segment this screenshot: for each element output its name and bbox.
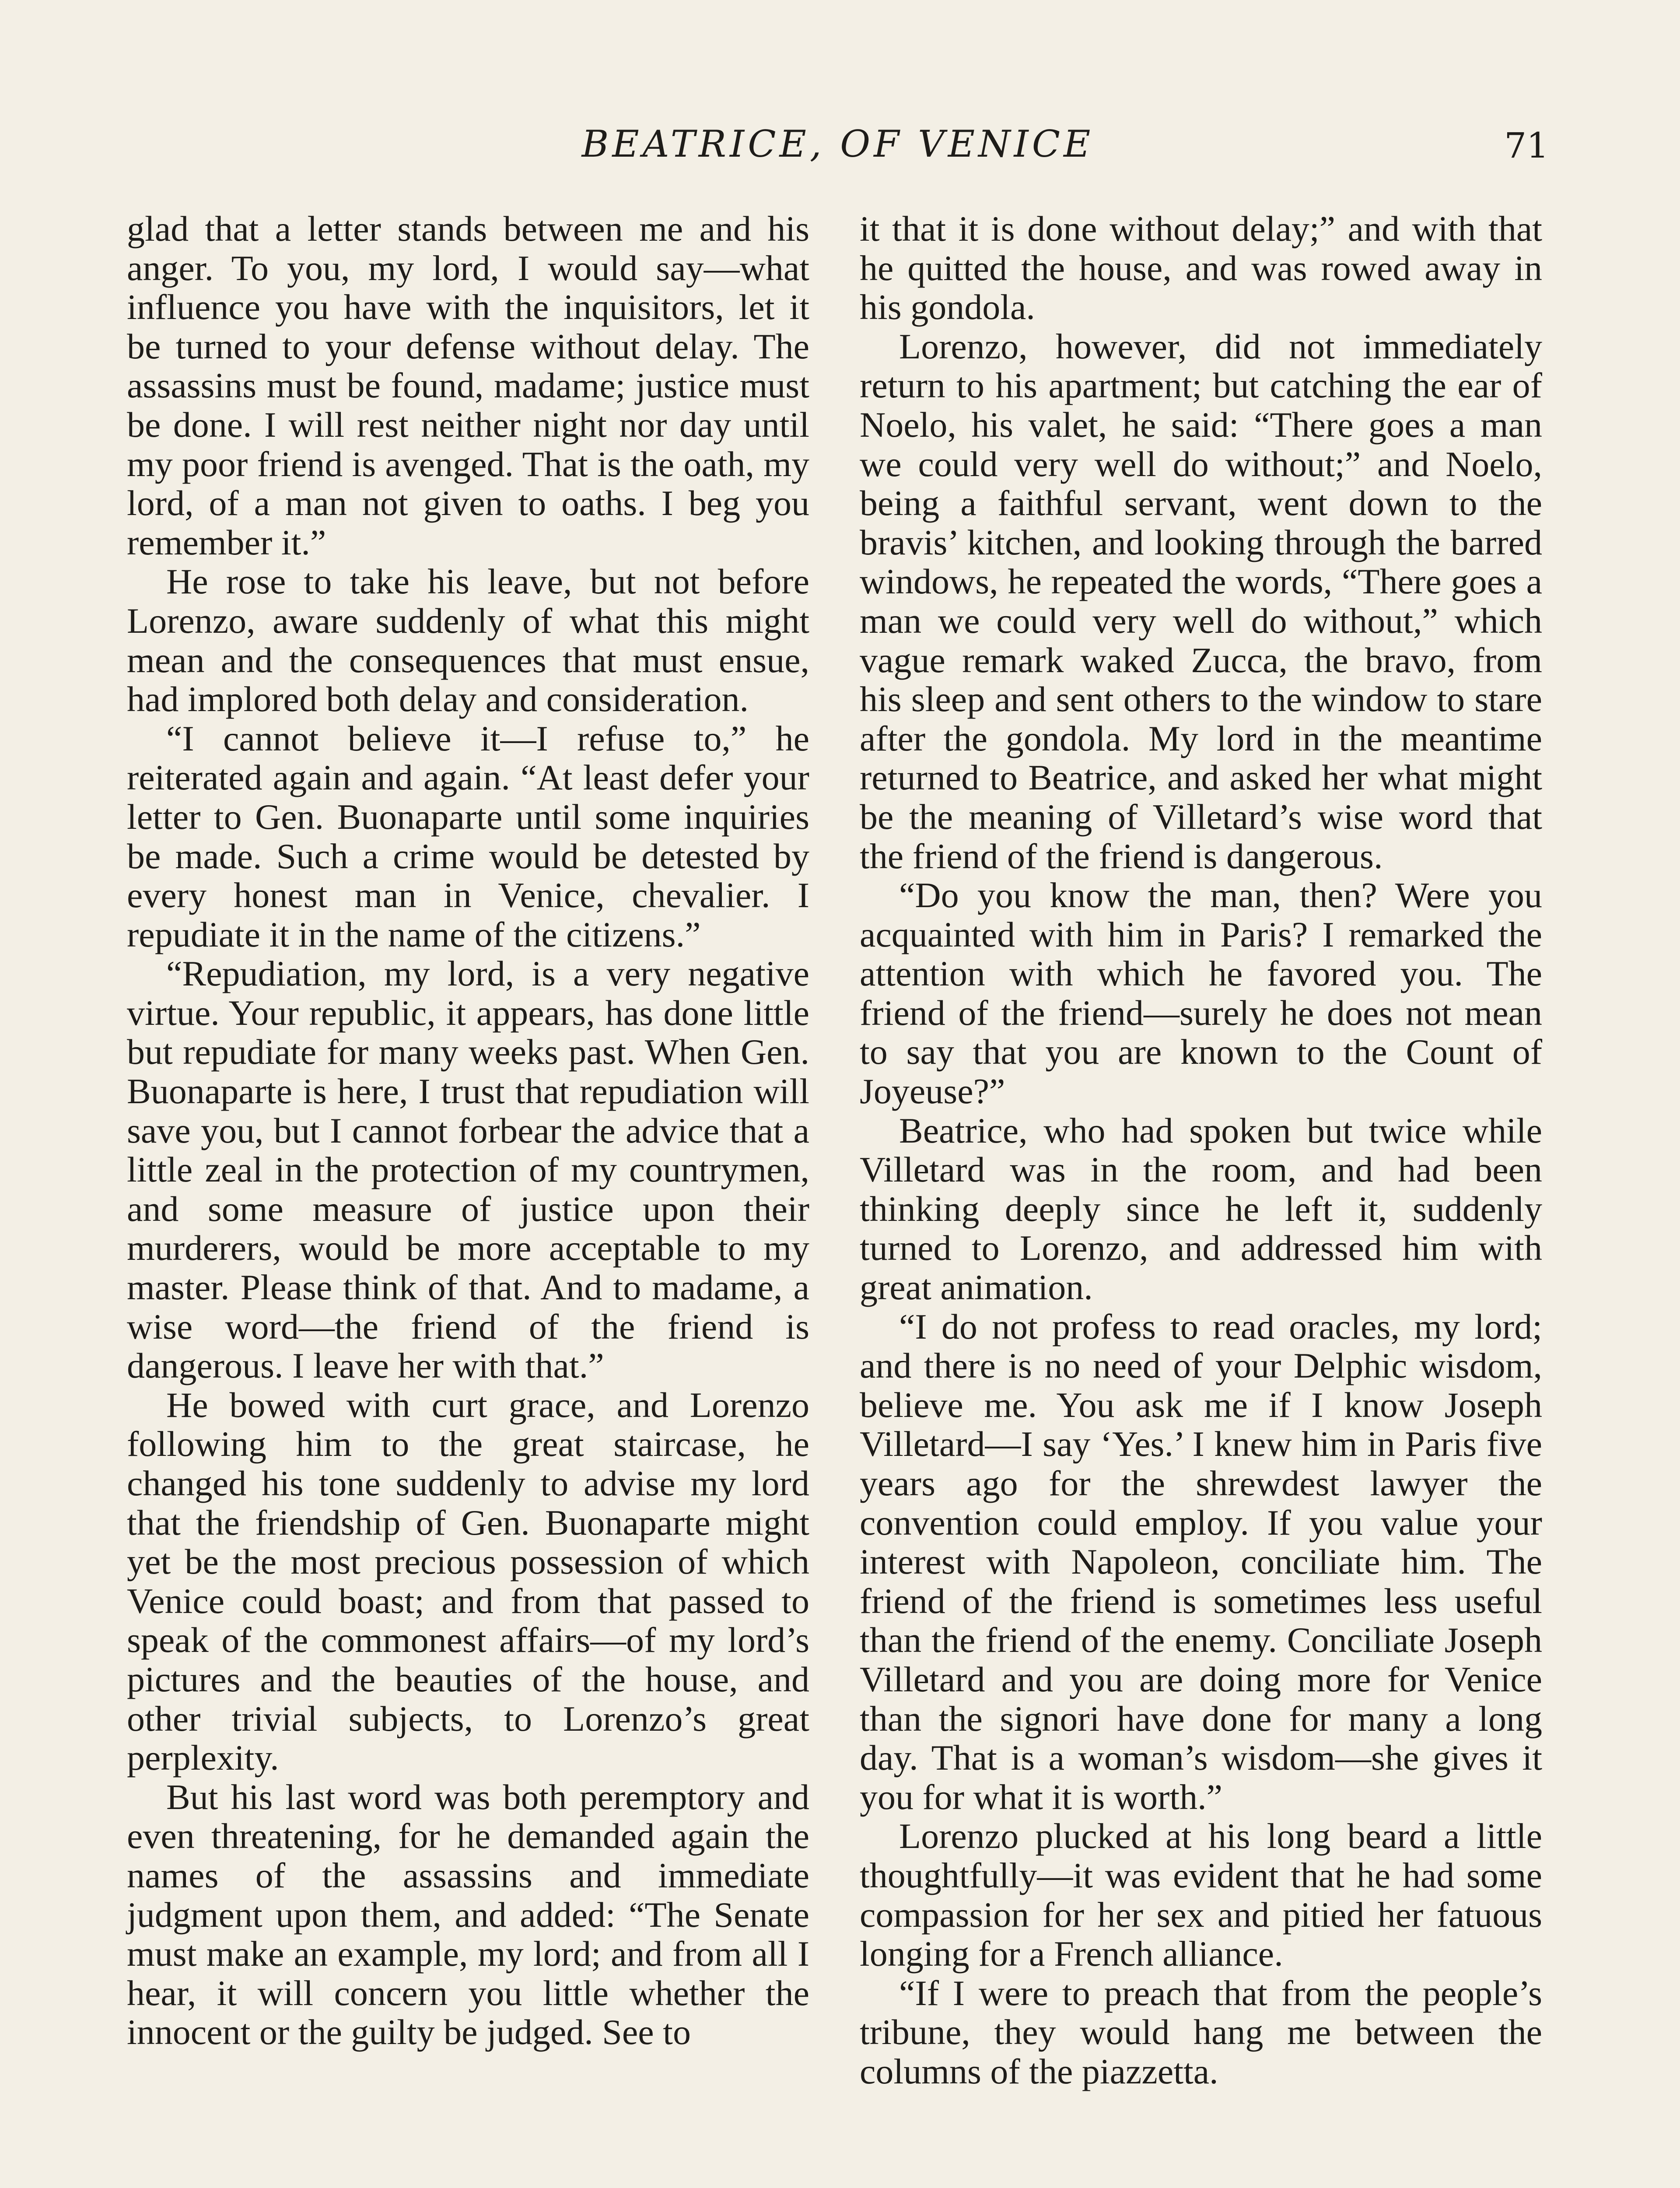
paragraph: “Repudiation, my lord, is a very negative virtue. Your republic, it appears, has done little but repudiate for many weeks past. When Gen. Buonaparte is here, I trust that repudiation will save you, but I cannot forbear the advice that a little zeal in the protection of my countrymen, and some measure of justice upon their murderers, would be more acceptable to my master. Please think of that. And to madame, a wise word—the friend of the friend is dangerous. I leave her with that.” xyxy=(127,954,809,1386)
paragraph: glad that a letter stands between me and his anger. To you, my lord, I would say—what influence you have with the inquisitors, let it be turned to your defense without delay. The assassins must be found, madame; justice must be done. I will rest neither night nor day until my poor friend is avenged. That is the oath, my lord, of a man not given to oaths. I beg you remember it.” xyxy=(127,209,809,562)
paragraph: Beatrice, who had spoken but twice while Villetard was in the room, and had been thinking deeply since he left it, suddenly turned to Lorenzo, and addressed him with great animation. xyxy=(860,1110,1542,1308)
paragraph: “If I were to preach that from the people’s tribune, they would hang me between the columns of the piazzetta. xyxy=(860,1973,1542,2091)
running-title: BEATRICE, OF VENICE xyxy=(581,123,1094,165)
paragraph: “I do not profess to read oracles, my lord; and there is no need of your Delphic wisdom, believe me. You ask me if I know Joseph Villetard—I say ‘Yes.’ I knew him in Paris five years ago for the shrewdest lawyer the convention could employ. If you value your interest with Napoleon, conciliate him. The friend of the friend is sometimes less useful than the friend of the enemy. Conciliate Joseph Villetard and you are doing more for Venice than the signori have done for many a long day. That is a woman’s wisdom—she gives it you for what it is worth.” xyxy=(860,1306,1542,1817)
paragraph: “Do you know the man, then? Were you acquainted with him in Paris? I remarked the attention with which he favored you. The friend of the friend—surely he does not mean to say that you are known to the Count of Joyeuse?” xyxy=(860,875,1542,1112)
paragraph: Lorenzo, however, did not immediately return to his apartment; but catching the ear of Noelo, his valet, he said: “There goes a man we could very well do without;” and Noelo, being a faithful servant, went down to the bravis’ kitchen, and looking through the barred windows, he repeated the words, “There goes a man we could very well do without,” which vague remark waked Zucca, the bravo, from his sleep and sent others to the window to stare after the gondola. My lord in the meantime returned to Beatrice, and asked her what might be the meaning of Villetard’s wise word that the friend of the friend is dangerous. xyxy=(860,326,1542,876)
paragraph: “I cannot believe it—I refuse to,” he reiterated again and again. “At least defer your letter to Gen. Buonaparte until some inquiries be made. Such a crime would be detested by every honest man in Venice, chevalier. I repudiate it in the name of the citizens.” xyxy=(127,718,809,954)
paragraph: it that it is done without delay;” and with that he quitted the house, and was rowed away in his gondola. xyxy=(860,209,1542,327)
running-head xyxy=(127,123,1549,175)
right-column xyxy=(860,209,1542,2091)
paragraph: Lorenzo plucked at his long beard a little thoughtfully—it was evident that he had some compassion for her sex and pitied her fatuous longing for a French alliance. xyxy=(860,1816,1542,1974)
page-number: 71 xyxy=(1504,125,1549,166)
paragraph: He bowed with curt grace, and Lorenzo following him to the great staircase, he changed his tone suddenly to advise my lord that the friendship of Gen. Buonaparte might yet be the most precious possession of which Venice could boast; and from that passed to speak of the commonest affairs—of my lord’s pictures and the beauties of the house, and other trivial subjects, to Lorenzo’s great perplexity. xyxy=(127,1385,809,1778)
left-column xyxy=(127,209,809,2052)
paragraph: But his last word was both peremptory and even threatening, for he demanded again the names of the assassins and immediate judgment upon them, and added: “The Senate must make an example, my lord; and from all I hear, it will concern you little whether the innocent or the guilty be judged. See to xyxy=(127,1777,809,2052)
paragraph: He rose to take his leave, but not before Lorenzo, aware suddenly of what this might mean and the consequences that must ensue, had implored both delay and consideration. xyxy=(127,561,809,719)
